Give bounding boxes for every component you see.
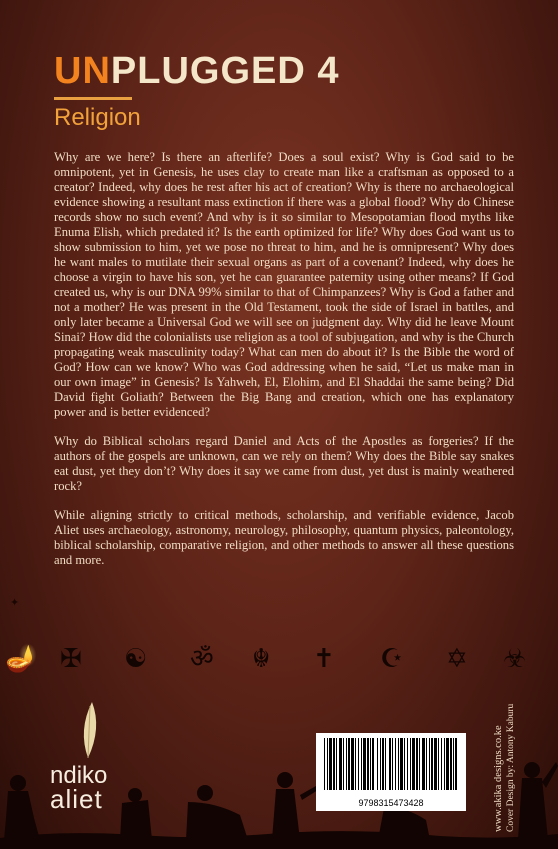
publisher-name-line1: ndiko bbox=[50, 762, 108, 789]
barcode-bar bbox=[398, 738, 399, 790]
crescent-star-icon: ☪ bbox=[380, 644, 404, 674]
barcode-bar bbox=[407, 738, 408, 790]
barcode-bar bbox=[446, 738, 449, 790]
book-subtitle: Religion bbox=[54, 104, 141, 131]
barcode-bar bbox=[412, 738, 415, 790]
title-prefix: UN bbox=[54, 50, 111, 92]
barcode-bar bbox=[453, 738, 454, 790]
khanda-icon: ☬ bbox=[252, 644, 271, 674]
barcode-bar bbox=[422, 738, 425, 790]
designer-website: www.akika designs.co.ke bbox=[493, 725, 504, 832]
star-of-david-icon: ✡ bbox=[446, 644, 468, 674]
biohazard-icon: ☣ bbox=[503, 644, 527, 674]
barcode-bar bbox=[372, 738, 374, 790]
barcode-bar bbox=[431, 738, 433, 790]
publisher-logo bbox=[50, 700, 120, 814]
barcode-bar bbox=[429, 738, 430, 790]
back-cover-blurb bbox=[54, 150, 514, 582]
cover-credits bbox=[484, 703, 524, 832]
barcode-bars bbox=[316, 733, 466, 795]
isbn-barcode bbox=[316, 733, 466, 811]
barcode-bar bbox=[392, 738, 393, 790]
barcode-bar bbox=[434, 738, 437, 790]
blurb-paragraph-questions: Why are we here? Is there an afterlife? Does a soul exist? Why is God said to be omnipotent, yet in Genesis, he uses clay to create man like a craftsman as opposed to a creator? Indeed, why does he rest after his act of creation? Why is there no archaeological evidence showing a resultant mass extinction if there was a global flood? Why do Chinese records show no such event? And why is it so similar to Mesopotamian flood myths like Enuma Elish, which predated it? Is the earth optimized for life? Why does God want us to show submission to him, yet we pose no threat to him, and he is omnipresent? Why does he want males to mutilate their sexual organs as part of a covenant? Indeed, why does he choose a virgin to have his son, yet he can guarantee paternity using other means? If God created us, why is our DNA 99% similar to that of Chimpanzees? Why is God a father and not a mother? He was present in the Old Testament, took the side of Israel in battles, and only later became a Universal God we will see on judgment day. Why did he leave Mount Sinai? How did the colonialists use religion as a tool of subjugation, and why is the Church propagating weak masculinity today? What can men do about it? Is the Bible the word of God? How can we know? Who was God addressing when he said, “Let us make man in our own image” in Genesis? Is Yahweh, El, Elohim, and El Shaddai the same being? Did David fight Goliath? Between the Big Bang and creation, which one has explanatory power and is better evidenced? bbox=[54, 150, 514, 419]
barcode-bar bbox=[385, 738, 386, 790]
title-block bbox=[54, 52, 340, 132]
barcode-bar bbox=[416, 738, 418, 790]
book-title bbox=[54, 52, 340, 90]
barcode-bar bbox=[367, 738, 369, 790]
barcode-bar bbox=[389, 738, 391, 790]
barcode-bar bbox=[400, 738, 403, 790]
yin-yang-icon: ☯ bbox=[124, 644, 148, 674]
barcode-bar bbox=[426, 738, 427, 790]
diya-lamp-icon: 🪔 bbox=[5, 644, 38, 674]
religious-symbols-row bbox=[0, 646, 558, 680]
barcode-bar bbox=[324, 738, 325, 790]
om-icon: ॐ bbox=[190, 644, 214, 674]
barcode-bar bbox=[348, 738, 350, 790]
barcode-bar bbox=[377, 738, 378, 790]
barcode-bar bbox=[370, 738, 371, 790]
barcode-bar bbox=[343, 738, 344, 790]
barcode-bar bbox=[339, 738, 342, 790]
barcode-bar bbox=[336, 738, 337, 790]
barcode-bar bbox=[455, 738, 457, 790]
barcode-bar bbox=[395, 738, 396, 790]
title-rest: PLUGGED 4 bbox=[110, 50, 340, 92]
bird-silhouette-icon: ✦ bbox=[10, 596, 20, 609]
barcode-bar bbox=[327, 738, 328, 790]
barcode-bar bbox=[346, 738, 347, 790]
title-underline bbox=[54, 97, 132, 100]
blurb-paragraph-methods: While aligning strictly to critical methods, scholarship, and verifiable evidence, Jacob Aliet uses archaeology, astronomy, neurology, philosophy, quantum physics, paleontology, biblical scholarship, comparative religion, and other methods to answer all these questions and more. bbox=[54, 508, 514, 567]
barcode-bar bbox=[380, 738, 381, 790]
barcode-bar bbox=[404, 738, 405, 790]
publisher-name-line2: aliet bbox=[50, 784, 103, 814]
isbn-number: 9798315473428 bbox=[358, 798, 424, 808]
barcode-bar bbox=[438, 738, 439, 790]
feather-quill-icon bbox=[58, 700, 120, 760]
barcode-bar bbox=[329, 738, 332, 790]
barcode-bar bbox=[363, 738, 366, 790]
barcode-bar bbox=[333, 738, 335, 790]
maltese-cross-icon: ✠ bbox=[60, 644, 82, 674]
barcode-bar bbox=[382, 738, 384, 790]
barcode-bar bbox=[410, 738, 411, 790]
barcode-bar bbox=[444, 738, 445, 790]
blurb-paragraph-scholars: Why do Biblical scholars regard Daniel and Acts of the Apostles as forgeries? If the authors of the gospels are unknown, can we rely on them? Why does the Bible say snakes eat dust, yet they don’t? Why does it say we came from dust, yet dust is mainly weathered rock? bbox=[54, 434, 514, 493]
barcode-bar bbox=[358, 738, 359, 790]
latin-cross-icon: ✝ bbox=[313, 644, 335, 674]
cover-designer-credit: Cover Design by: Antony Kaburu bbox=[506, 703, 516, 832]
barcode-bar bbox=[355, 738, 356, 790]
barcode-bar bbox=[351, 738, 354, 790]
barcode-bar bbox=[361, 738, 362, 790]
barcode-bar bbox=[441, 738, 442, 790]
barcode-bar bbox=[419, 738, 420, 790]
barcode-bar bbox=[450, 738, 452, 790]
